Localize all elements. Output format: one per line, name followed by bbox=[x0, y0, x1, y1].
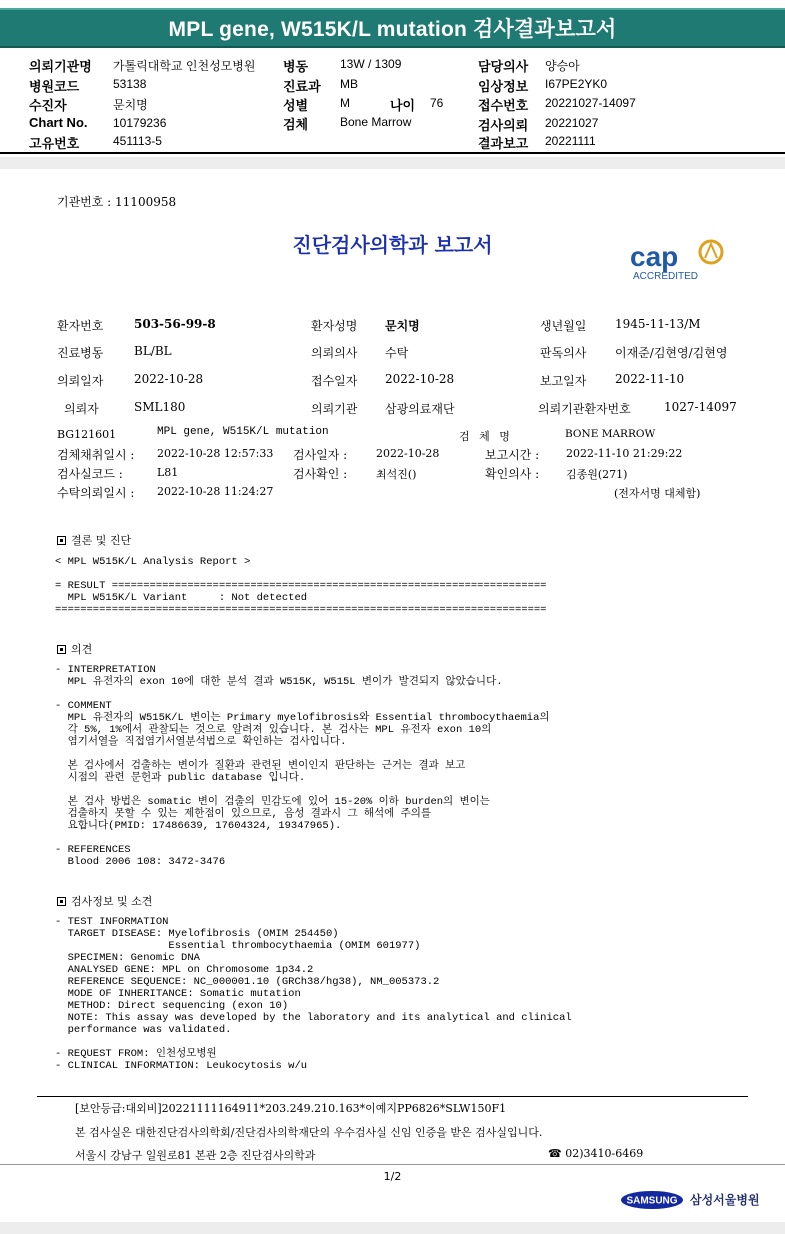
label-specimen: 검체 bbox=[283, 117, 309, 132]
value-birth: 1945-11-13/M bbox=[615, 317, 701, 331]
label-clinical-info: 임상정보 bbox=[478, 79, 529, 94]
section-opinion-heading bbox=[57, 641, 92, 657]
value-sex: M bbox=[340, 96, 350, 110]
label-req-inst: 의뢰기관 bbox=[311, 402, 358, 416]
label-birth: 생년월일 bbox=[540, 319, 587, 333]
value-specimen: Bone Marrow bbox=[340, 115, 412, 129]
value-department: MB bbox=[340, 77, 358, 91]
label-age: 나이 bbox=[390, 98, 416, 113]
value-report-date: 2022-11-10 bbox=[615, 372, 685, 386]
test-code: BG121601 bbox=[57, 428, 117, 441]
label-collect: 검체채취일시 : bbox=[57, 448, 135, 462]
label-test-date: 검사일자 : bbox=[293, 448, 348, 462]
label-test-confirm: 검사확인 : bbox=[293, 467, 348, 481]
label-patient-no: 환자번호 bbox=[57, 319, 104, 333]
report-main-title: MPL gene, W515K/L mutation 검사결과보고서 bbox=[168, 18, 617, 41]
label-chart-no: Chart No. bbox=[29, 115, 88, 130]
label-recv-date: 접수일자 bbox=[311, 374, 358, 388]
section-testinfo-title: 검사정보 및 소견 bbox=[71, 895, 153, 908]
label-report-date: 보고일자 bbox=[540, 374, 587, 388]
label-unique-no: 고유번호 bbox=[29, 136, 80, 151]
lab-phone: ☎ 02)3410-6469 bbox=[548, 1147, 644, 1160]
bottom-band bbox=[0, 1222, 785, 1234]
value-patient: 문치명 bbox=[113, 98, 148, 112]
value-result-date: 20221111 bbox=[545, 134, 596, 148]
label-req-inst-patient-no: 의뢰기관환자번호 bbox=[538, 402, 631, 416]
footer-divider bbox=[37, 1096, 748, 1097]
value-test-confirm: 최석진() bbox=[376, 468, 417, 481]
value-age: 76 bbox=[430, 96, 444, 110]
value-req-date2: 2022-10-28 bbox=[134, 372, 204, 386]
label-result-date: 결과보고 bbox=[478, 136, 529, 151]
lab-address: 서울시 강남구 일원로81 본관 2층 진단검사의학과 bbox=[75, 1149, 316, 1162]
testinfo-text: - TEST INFORMATION TARGET DISEASE: Myelofibrosis (OMIM 254450) Essential thrombocythaemia (OMIM 601977) SPECIMEN: Genomic DNA ANALYSED GENE: MPL on Chromosome 1p34.2 REFERENCE SEQUENCE: NC_000001.10 (GRCh38/hg38), NM_005373.2 MODE OF INHERITANCE: Somatic mutation METHOD: Direct sequencing (exon 10) NOTE: This assay was developed by the laboratory and its analytical and clinical performance was validated. - REQUEST FROM: 인천성모병원 - CLINICAL INFORMATION: Leukocytosis w/u bbox=[55, 916, 572, 1072]
header-info bbox=[0, 52, 785, 154]
value-reading-doctor: 이재준/김현영/김현영 bbox=[615, 346, 728, 360]
section-bullet-icon bbox=[57, 645, 66, 654]
value-confirm-doctor: 김종원(271) bbox=[566, 468, 628, 481]
separator-band bbox=[0, 157, 785, 169]
label-request-date: 검사의뢰 bbox=[478, 118, 529, 133]
label-req-doctor: 의뢰의사 bbox=[311, 346, 358, 360]
section-opinion-title: 의견 bbox=[71, 643, 93, 656]
label-doctor: 담당의사 bbox=[478, 59, 529, 74]
value-req-inst-patient-no: 1027-14097 bbox=[664, 400, 737, 414]
value-doctor: 양승아 bbox=[545, 59, 580, 73]
lab-report-title: 진단검사의학과 보고서 bbox=[292, 233, 493, 257]
value-request-date: 20221027 bbox=[545, 116, 599, 130]
cap-logo-text: cap bbox=[630, 241, 679, 272]
institution-number: 기관번호 : 11100958 bbox=[57, 195, 177, 209]
value-specimen-name: BONE MARROW bbox=[565, 428, 656, 440]
label-sex: 성별 bbox=[283, 98, 309, 113]
value-hospital-code: 53138 bbox=[113, 77, 147, 91]
label-ward2: 진료병동 bbox=[57, 346, 104, 360]
cap-accredited-logo bbox=[628, 238, 728, 282]
section-bullet-icon bbox=[57, 897, 66, 906]
footer-divider-2 bbox=[0, 1164, 785, 1165]
value-unique-no: 451113-5 bbox=[113, 134, 162, 148]
value-patient-name: 문치명 bbox=[385, 319, 420, 333]
value-patient-no: 503-56-99-8 bbox=[134, 317, 216, 331]
opinion-text: - INTERPRETATION MPL 유전자의 exon 10에 대한 분석 결과 W515K, W515L 변이가 발견되지 않았습니다. - COMMENT MPL 유전자의 W515K/L 변이는 Primary myelofibrosis와 Essential thrombocythaemia의 각 5%, 1%에서 관찰되는 것으로 알려져 있습니다. 본 검사는 MPL 유전자 exon 10의 염기서열을 직접염기서열분석법으로 확인하는 검사입니다. 본 검사에서 검출하는 변이가 질환과 관련된 변이인지 판단하는 근거는 결과 보고 시점의 관련 문헌과 public database 입니다. 본 검사 방법은 somatic 변이 검출의 민감도에 있어 15-20% 이하 burden의 변이는 검출하지 못할 수 있는 제한점이 있으므로, 음성 결과시 그 해석에 주의를 요합니다(PMID: 17486639, 17604324, 19347965). - REFERENCES Blood 2006 108: 3472-3476 bbox=[55, 664, 550, 868]
value-recv-date: 2022-10-28 bbox=[385, 372, 455, 386]
value-requester: SML180 bbox=[134, 400, 186, 414]
label-report-time: 보고시간 : bbox=[485, 448, 540, 462]
label-confirm-doctor: 확인의사 : bbox=[485, 467, 540, 481]
esign-note: (전자서명 대체함) bbox=[614, 487, 701, 500]
label-accession: 접수번호 bbox=[478, 98, 529, 113]
value-req-inst: 삼광의료재단 bbox=[385, 402, 455, 416]
label-department: 진료과 bbox=[283, 79, 321, 94]
value-req-doctor: 수탁 bbox=[385, 346, 409, 360]
samsung-brand-text: SAMSUNG bbox=[626, 1195, 678, 1207]
samsung-hospital-logo bbox=[620, 1188, 760, 1212]
security-stamp: [보안등급:대외비]20221111164911*203.249.210.163*이예지PP6826*SLW150F1 bbox=[75, 1102, 507, 1115]
label-ward: 병동 bbox=[283, 59, 309, 74]
value-chart-no: 10179236 bbox=[113, 116, 167, 130]
value-accession: 20221027-14097 bbox=[545, 96, 636, 110]
label-reading-doctor: 판독의사 bbox=[540, 346, 587, 360]
page-number: 1/2 bbox=[383, 1170, 402, 1183]
value-received: 2022-10-28 11:24:27 bbox=[157, 485, 274, 498]
report-title-bar bbox=[0, 8, 785, 48]
section-conclusion-title: 결론 및 진단 bbox=[71, 534, 132, 547]
value-ward2: BL/BL bbox=[134, 344, 172, 358]
label-specimen-name: 검 체 명 bbox=[459, 430, 513, 443]
section-testinfo-heading bbox=[57, 893, 152, 909]
value-test-date: 2022-10-28 bbox=[376, 447, 440, 460]
section-conclusion-heading bbox=[57, 532, 131, 548]
section-bullet-icon bbox=[57, 536, 66, 545]
value-institution: 가톨릭대학교 인천성모병원 bbox=[113, 59, 256, 73]
label-hospital-code: 병원코드 bbox=[29, 79, 80, 94]
certification-note: 본 검사실은 대한진단검사의학회/진단검사의학재단의 우수검사실 신임 인증을 받은 검사실입니다. bbox=[75, 1126, 543, 1139]
value-collect: 2022-10-28 12:57:33 bbox=[157, 447, 274, 460]
value-lab-room: L81 bbox=[157, 466, 179, 479]
cap-accredited-text: ACCREDITED bbox=[633, 271, 699, 282]
label-req-date2: 의뢰일자 bbox=[57, 374, 104, 388]
label-lab-room: 검사실코드 : bbox=[57, 467, 123, 481]
hospital-name-text: 삼성서울병원 bbox=[690, 1193, 760, 1207]
value-report-time: 2022-11-10 21:29:22 bbox=[566, 447, 683, 460]
value-ward: 13W / 1309 bbox=[340, 57, 402, 71]
label-institution: 의뢰기관명 bbox=[29, 59, 92, 74]
test-name: MPL gene, W515K/L mutation bbox=[157, 426, 329, 438]
label-requester: 의뢰자 bbox=[64, 402, 99, 416]
label-received: 수탁의뢰일시 : bbox=[57, 486, 135, 500]
conclusion-text: < MPL W515K/L Analysis Report > = RESULT ===================================================================== MPL W515K/L Variant : Not detected ============================================================================== bbox=[55, 556, 547, 616]
value-clinical-info: I67PE2YK0 bbox=[545, 77, 608, 91]
label-patient-name: 환자성명 bbox=[311, 319, 358, 333]
label-patient: 수진자 bbox=[29, 98, 67, 113]
